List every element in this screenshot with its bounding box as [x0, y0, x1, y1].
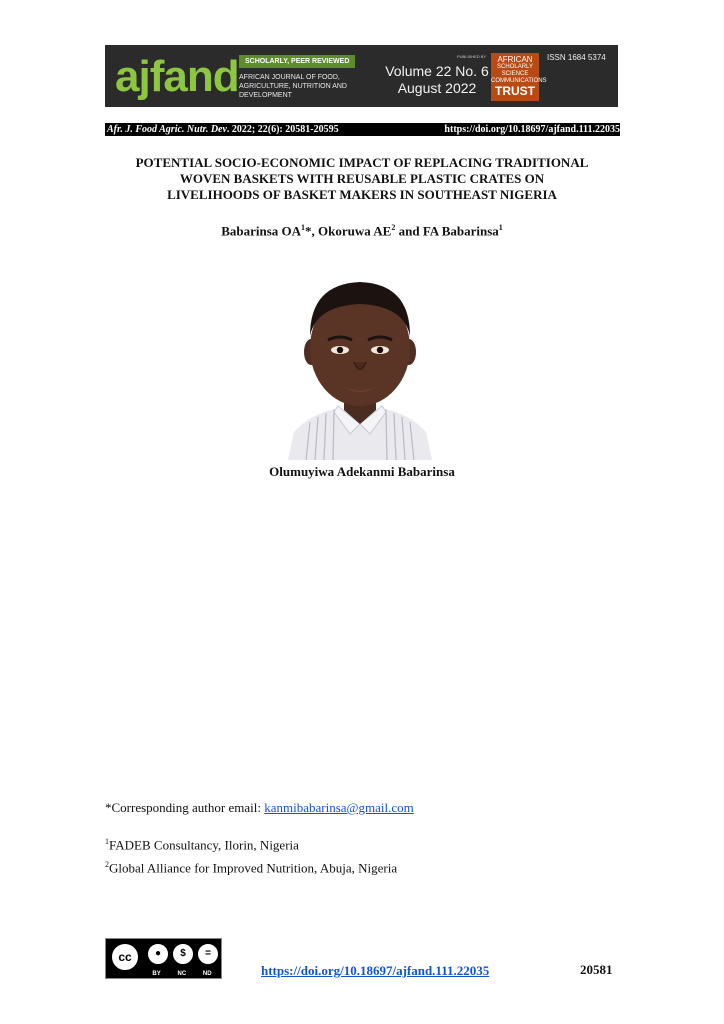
trust-line3: TRUST: [495, 84, 535, 98]
author-name: FA Babarinsa: [422, 223, 499, 239]
citation-bar: [105, 123, 620, 136]
title-line: WOVEN BASKETS WITH REUSABLE PLASTIC CRATES ON: [179, 171, 545, 186]
affiliation: [105, 833, 299, 854]
author-affil-sup: 1: [301, 223, 306, 232]
trust-line1: AFRICAN: [497, 55, 533, 64]
author-affil-sup: 2: [391, 223, 396, 232]
title-line: LIVELIHOODS OF BASKET MAKERS IN SOUTHEAST NIGERIA: [167, 187, 557, 202]
nd-icon: =: [196, 942, 220, 966]
assct-logo: [491, 53, 547, 101]
footer-doi-link[interactable]: https://doi.org/10.18697/ajfand.111.22035: [261, 963, 490, 978]
journal-full-name: AFRICAN JOURNAL OF FOOD, AGRICULTURE, NUTRITION AND DEVELOPMENT: [239, 74, 347, 99]
trust-line2: SCHOLARLY SCIENCE COMMUNICATIONS: [491, 64, 547, 84]
scholarly-label: SCHOLARLY, PEER REVIEWED: [239, 55, 355, 68]
corresponding-author: [105, 799, 414, 817]
by-label: BY: [152, 971, 161, 977]
published-by-label: PUBLISHED BY: [457, 54, 487, 59]
author-separator: *,: [305, 223, 319, 239]
title-line: POTENTIAL SOCIO-ECONOMIC IMPACT OF REPLACING TRADITIONAL: [135, 155, 589, 170]
issue-date: August 2022: [397, 80, 477, 96]
nc-icon: $: [171, 942, 195, 966]
license-labels: [144, 971, 220, 977]
issue-info: [385, 63, 489, 97]
affiliation-sup: 1: [105, 837, 109, 846]
nd-label: ND: [202, 971, 212, 977]
affiliation: [105, 856, 397, 877]
journal-banner: [105, 45, 618, 107]
cc-icon: cc: [110, 942, 140, 972]
nc-label: NC: [177, 971, 187, 977]
by-icon: ●: [146, 942, 170, 966]
affiliation-sup: 2: [105, 860, 109, 869]
affiliation-text: FADEB Consultancy, Ilorin, Nigeria: [109, 837, 299, 853]
issn: ISSN 1684 5374: [547, 53, 606, 62]
article-title: [95, 155, 629, 203]
cc-license-badge[interactable]: [105, 938, 222, 979]
citation-details: . 2022; 22(6): 20581-20595: [226, 124, 339, 135]
author-name: Babarinsa OA: [221, 223, 302, 239]
volume-number: Volume 22 No. 6: [385, 63, 489, 79]
ajfand-logo: ajfand: [115, 52, 239, 101]
author-list: [95, 219, 629, 240]
author-separator: and: [395, 223, 423, 239]
author-photo: [280, 272, 440, 460]
journal-abbrev: Afr. J. Food Agric. Nutr. Dev: [107, 124, 227, 135]
affiliation-text: Global Alliance for Improved Nutrition, Abuja, Nigeria: [109, 860, 398, 876]
corresponding-label: *Corresponding author email:: [105, 800, 265, 815]
author-email-link[interactable]: kanmibabarinsa@gmail.com: [264, 800, 414, 815]
citation-doi[interactable]: https://doi.org/10.18697/ajfand.111.22035: [444, 124, 620, 135]
page-number: 20581: [580, 962, 613, 977]
author-name: Okoruwa AE: [318, 223, 392, 239]
photo-caption: Olumuyiwa Adekanmi Babarinsa: [269, 464, 455, 479]
author-affil-sup: 1: [498, 223, 503, 232]
citation-reference: [107, 123, 339, 136]
